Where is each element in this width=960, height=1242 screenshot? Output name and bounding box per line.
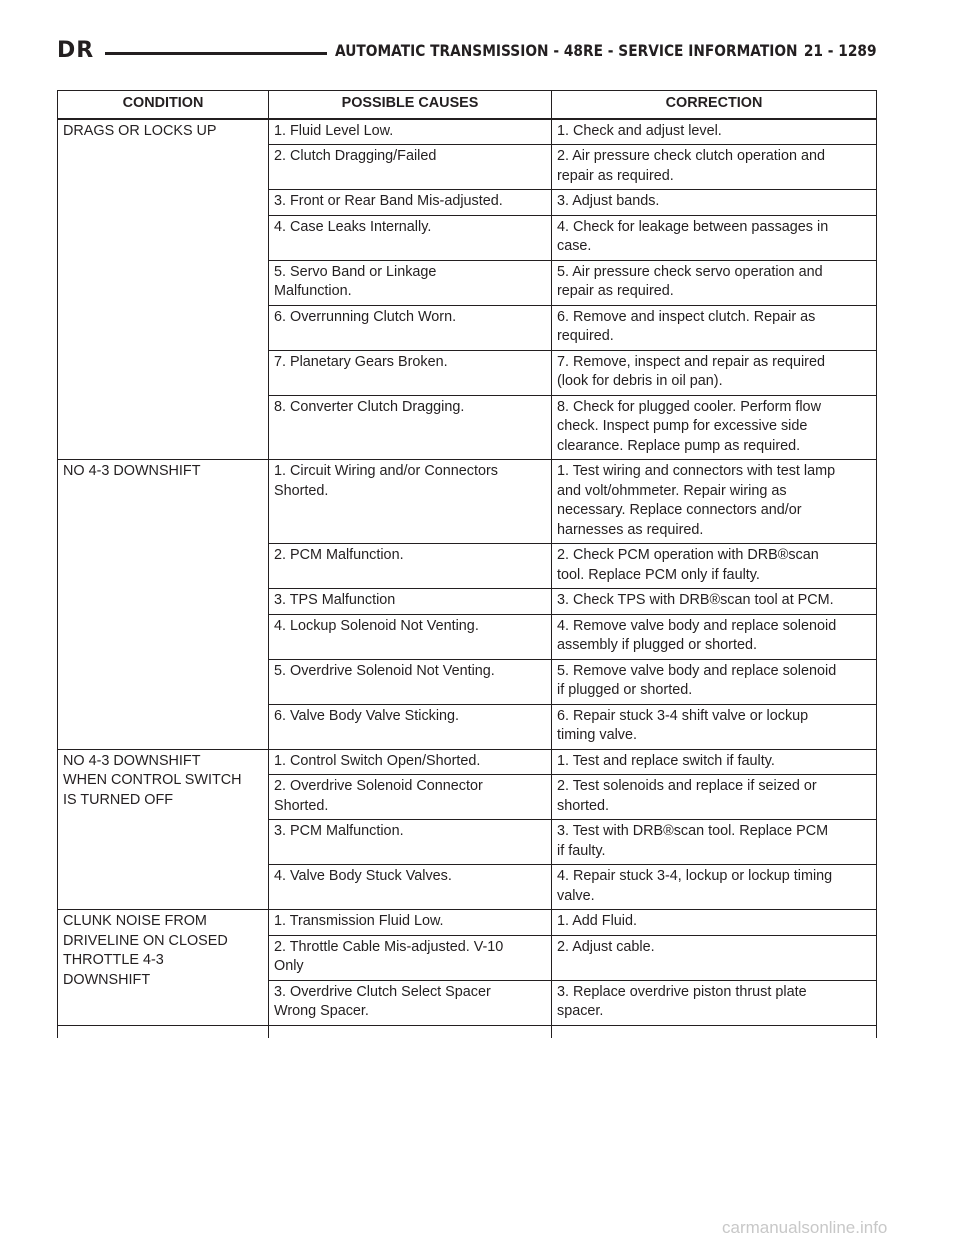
table-row xyxy=(58,119,877,145)
cause-cell: 8. Converter Clutch Dragging. xyxy=(269,395,552,460)
diagnosis-table xyxy=(57,90,877,1038)
correction-cell: 3. Test with DRB®scan tool. Replace PCM if faulty. xyxy=(552,820,877,865)
correction-cell: 4. Check for leakage between passages in case. xyxy=(552,215,877,260)
cause-cell: 6. Valve Body Valve Sticking. xyxy=(269,704,552,749)
condition-cell: NO 4-3 DOWNSHIFT xyxy=(58,460,269,750)
column-header-condition: CONDITION xyxy=(58,91,269,119)
cause-cell: 3. Overdrive Clutch Select Spacer Wrong Spacer. xyxy=(269,980,552,1025)
cause-cell: 1. Control Switch Open/Shorted. xyxy=(269,749,552,775)
correction-cell: 4. Remove valve body and replace solenoid assembly if plugged or shorted. xyxy=(552,614,877,659)
cause-cell: 5. Overdrive Solenoid Not Venting. xyxy=(269,659,552,704)
cause-cell: 2. PCM Malfunction. xyxy=(269,544,552,589)
correction-cell: 2. Adjust cable. xyxy=(552,935,877,980)
table-footer-rule xyxy=(58,1025,877,1038)
correction-cell: 3. Check TPS with DRB®scan tool at PCM. xyxy=(552,589,877,615)
header-title: AUTOMATIC TRANSMISSION - 48RE - SERVICE INFORMATION xyxy=(335,41,798,60)
cause-cell: 7. Planetary Gears Broken. xyxy=(269,350,552,395)
correction-cell: 6. Repair stuck 3-4 shift valve or lockup timing valve. xyxy=(552,704,877,749)
cause-cell: 1. Transmission Fluid Low. xyxy=(269,910,552,936)
cause-cell: 5. Servo Band or Linkage Malfunction. xyxy=(269,260,552,305)
cause-cell: 1. Fluid Level Low. xyxy=(269,119,552,145)
correction-cell: 2. Air pressure check clutch operation and repair as required. xyxy=(552,145,877,190)
correction-cell: 7. Remove, inspect and repair as required (look for debris in oil pan). xyxy=(552,350,877,395)
cause-cell: 2. Overdrive Solenoid Connector Shorted. xyxy=(269,775,552,820)
cause-cell: 1. Circuit Wiring and/or Connectors Shorted. xyxy=(269,460,552,544)
watermark-text: carmanualsonline.info xyxy=(722,1218,888,1237)
correction-cell: 4. Repair stuck 3-4, lockup or lockup timing valve. xyxy=(552,865,877,910)
cause-cell: 4. Case Leaks Internally. xyxy=(269,215,552,260)
header-brand: DR xyxy=(57,38,95,63)
correction-cell: 6. Remove and inspect clutch. Repair as required. xyxy=(552,305,877,350)
cause-cell: 6. Overrunning Clutch Worn. xyxy=(269,305,552,350)
correction-cell: 2. Test solenoids and replace if seized or shorted. xyxy=(552,775,877,820)
correction-cell: 2. Check PCM operation with DRB®scan tool. Replace PCM only if faulty. xyxy=(552,544,877,589)
cause-cell: 4. Lockup Solenoid Not Venting. xyxy=(269,614,552,659)
table-footer-cell xyxy=(58,1025,269,1038)
correction-cell: 1. Test and replace switch if faulty. xyxy=(552,749,877,775)
cause-cell: 2. Clutch Dragging/Failed xyxy=(269,145,552,190)
table-row xyxy=(58,910,877,936)
table-row xyxy=(58,749,877,775)
correction-cell: 8. Check for plugged cooler. Perform flow check. Inspect pump for excessive side clearance. Replace pump as required. xyxy=(552,395,877,460)
condition-cell: CLUNK NOISE FROM DRIVELINE ON CLOSED THROTTLE 4-3 DOWNSHIFT xyxy=(58,910,269,1026)
correction-cell: 5. Air pressure check servo operation and repair as required. xyxy=(552,260,877,305)
table-body xyxy=(58,119,877,1038)
diagnosis-table-container xyxy=(57,90,876,1038)
table-row xyxy=(58,460,877,544)
correction-cell: 1. Check and adjust level. xyxy=(552,119,877,145)
cause-cell: 4. Valve Body Stuck Valves. xyxy=(269,865,552,910)
correction-cell: 3. Adjust bands. xyxy=(552,190,877,216)
column-header-correction: CORRECTION xyxy=(552,91,877,119)
correction-cell: 5. Remove valve body and replace solenoid if plugged or shorted. xyxy=(552,659,877,704)
cause-cell: 3. Front or Rear Band Mis-adjusted. xyxy=(269,190,552,216)
cause-cell: 3. PCM Malfunction. xyxy=(269,820,552,865)
cause-cell: 3. TPS Malfunction xyxy=(269,589,552,615)
watermark xyxy=(722,1218,954,1238)
correction-cell: 1. Test wiring and connectors with test lamp and volt/ohmmeter. Repair wiring as necessary. Replace connectors and/or harnesses as required. xyxy=(552,460,877,544)
page-header xyxy=(57,36,877,70)
column-header-causes: POSSIBLE CAUSES xyxy=(269,91,552,119)
correction-cell: 1. Add Fluid. xyxy=(552,910,877,936)
correction-cell: 3. Replace overdrive piston thrust plate spacer. xyxy=(552,980,877,1025)
table-footer-cell xyxy=(269,1025,552,1038)
page-number: 21 - 1289 xyxy=(804,41,877,60)
table-header xyxy=(58,91,877,119)
header-rule xyxy=(105,52,327,55)
table-footer-cell xyxy=(552,1025,877,1038)
condition-cell: DRAGS OR LOCKS UP xyxy=(58,119,269,460)
condition-cell: NO 4-3 DOWNSHIFT WHEN CONTROL SWITCH IS TURNED OFF xyxy=(58,749,269,910)
cause-cell: 2. Throttle Cable Mis-adjusted. V-10 Only xyxy=(269,935,552,980)
